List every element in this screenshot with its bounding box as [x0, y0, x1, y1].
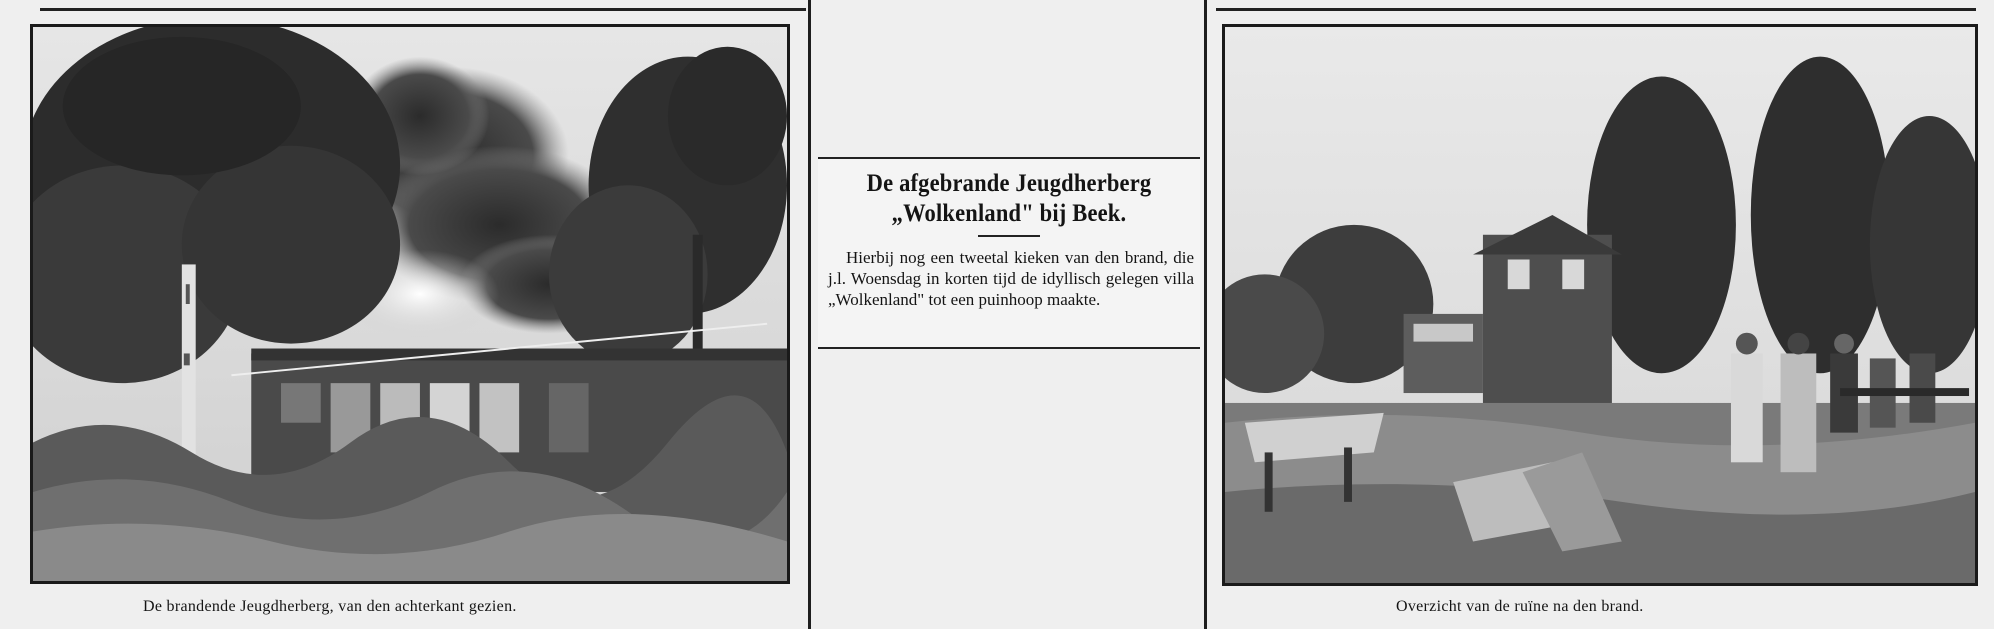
article-box [818, 157, 1200, 349]
article-body: Hierbij nog een tweetal kieken van den brand, die j.l. Woensdag in korten tijd de idyllisch gelegen villa „Wolkenland" tot een puinhoop maakte. [828, 248, 1194, 309]
photo-burning-hostel [30, 24, 790, 584]
article-title-line1: De afgebrande Jeugdherberg [866, 170, 1152, 197]
burning-hostel-image [33, 27, 787, 581]
top-rule-right [1216, 8, 1976, 11]
left-photo-caption: De brandende Jeugdherberg, van den achterkant gezien. [143, 598, 517, 615]
right-photo-caption: Overzicht van de ruïne na den brand. [1396, 598, 1644, 615]
title-dash-divider [978, 235, 1040, 237]
column-rule-left [808, 0, 811, 629]
article-bottom-rule [818, 347, 1200, 349]
ruins-overview-image [1225, 27, 1975, 583]
article-title-line2: „Wolkenland" bij Beek. [891, 200, 1127, 227]
photo-ruins-overview [1222, 24, 1978, 586]
column-rule-right [1204, 0, 1207, 629]
article-top-rule [818, 157, 1200, 159]
top-rule-left [40, 8, 806, 11]
